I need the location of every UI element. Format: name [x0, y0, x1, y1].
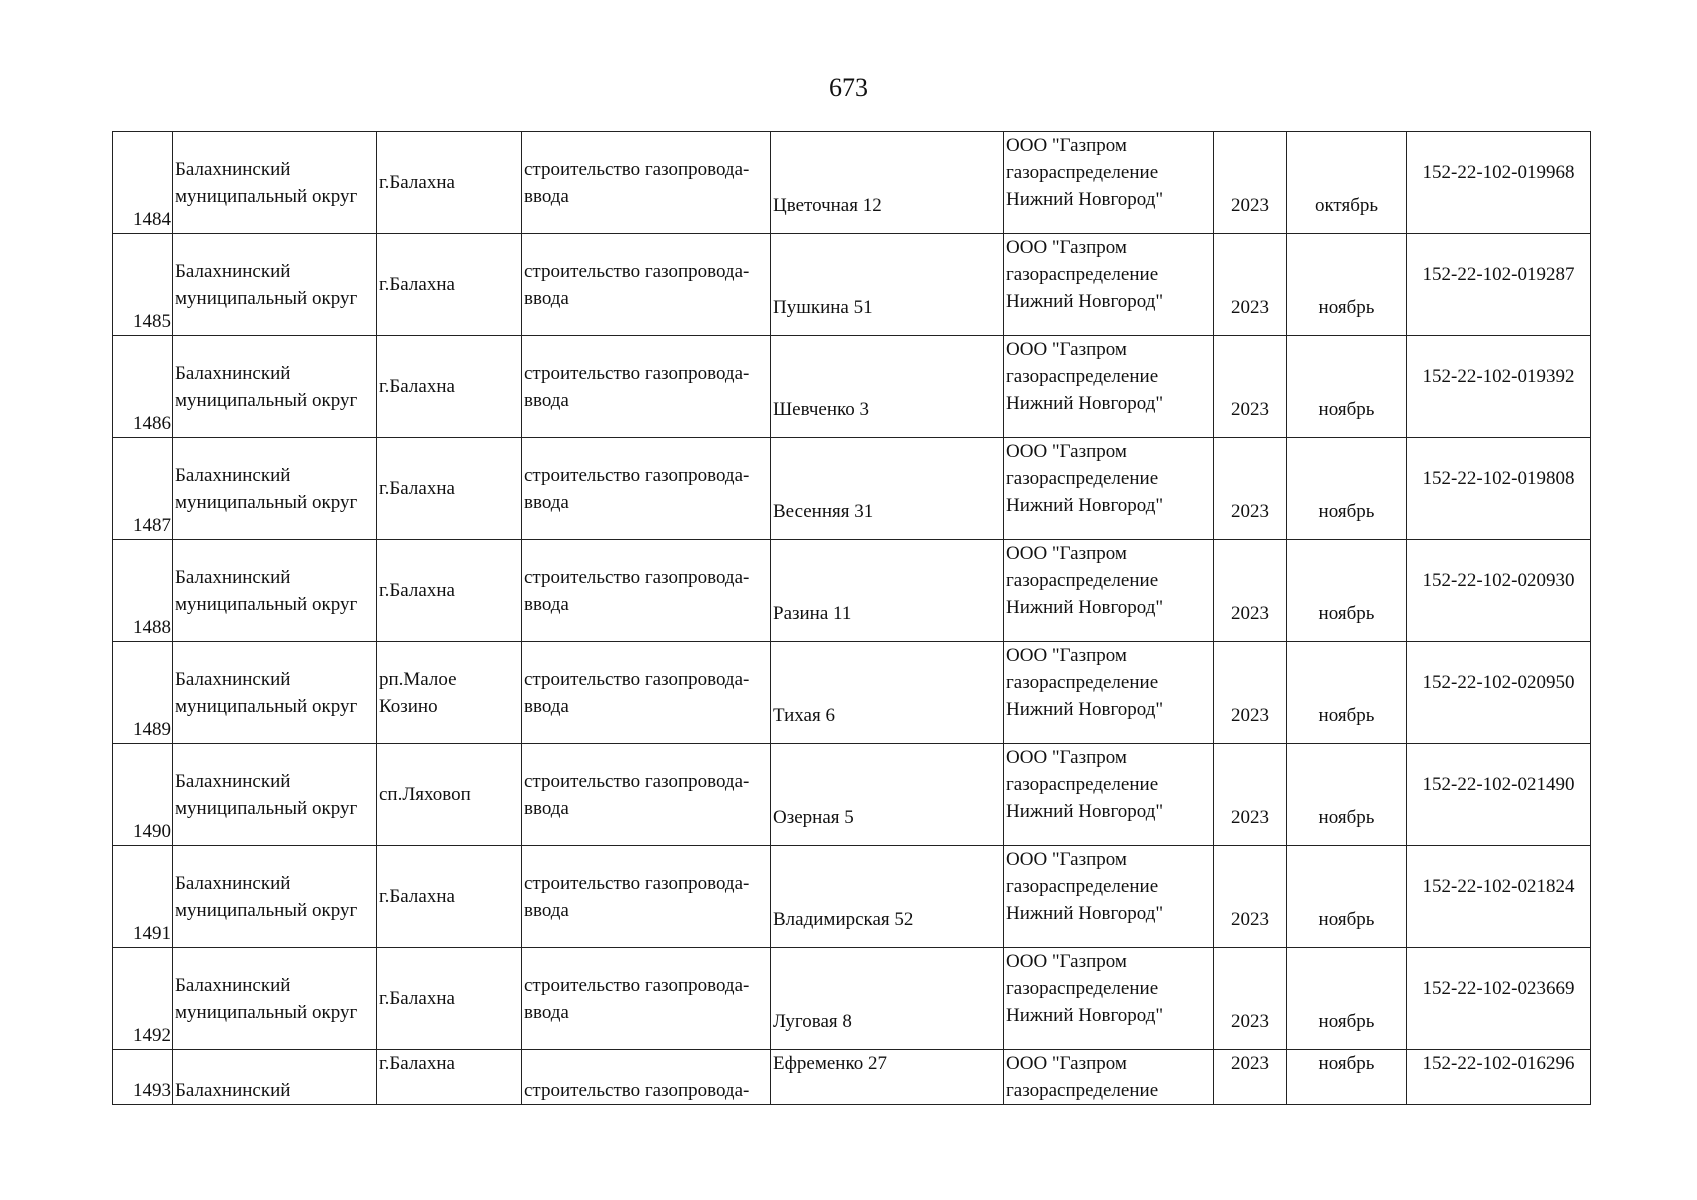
work-type-cell [522, 336, 771, 438]
table-row [113, 948, 1591, 1050]
locality-line: Козино [379, 695, 438, 717]
table-row [113, 234, 1591, 336]
district-line: муниципальный округ [175, 797, 358, 819]
organization-line: ООО "Газпром [1006, 543, 1127, 564]
district-cell [173, 846, 377, 948]
work-type-line: ввода [524, 899, 569, 921]
organization-line: ООО "Газпром [1006, 747, 1127, 768]
table-row [113, 336, 1591, 438]
work-type-cell [522, 744, 771, 846]
work-type-cell [522, 846, 771, 948]
locality-line: г.Балахна [379, 1053, 455, 1074]
district-line: муниципальный округ [175, 491, 358, 513]
locality-line: г.Балахна [379, 172, 455, 193]
table-row [113, 642, 1591, 744]
organization-line: Нижний Новгород" [1006, 189, 1164, 210]
organization-line: газораспределение [1006, 672, 1159, 693]
organization-line: газораспределение [1006, 774, 1159, 795]
year-cell: 2023 [1214, 846, 1287, 948]
district-line: Балахнинский [175, 668, 291, 690]
table-row [113, 744, 1591, 846]
organization-line: газораспределение [1006, 570, 1159, 591]
organization-line: ООО "Газпром [1006, 441, 1127, 462]
district-line: Балахнинский [175, 566, 291, 588]
locality-cell [377, 948, 522, 1050]
registry-code-cell: 152-22-102-021824 [1407, 846, 1591, 948]
work-type-line: строительство газопровода- [524, 362, 750, 384]
organization-line: Нижний Новгород" [1006, 801, 1164, 822]
district-cell [173, 540, 377, 642]
district-line: Балахнинский [175, 770, 291, 792]
organization-line: газораспределение [1006, 468, 1159, 489]
organization-line: Нижний Новгород" [1006, 1005, 1164, 1026]
district-line: муниципальный округ [175, 593, 358, 615]
organization-line: ООО "Газпром [1006, 135, 1127, 156]
work-type-line: ввода [524, 695, 569, 717]
address-cell: Владимирская 52 [771, 846, 1004, 948]
year-cell: 2023 [1214, 438, 1287, 540]
registry-code-cell: 152-22-102-019392 [1407, 336, 1591, 438]
organization-line: Нижний Новгород" [1006, 291, 1164, 312]
locality-line: г.Балахна [379, 274, 455, 295]
work-type-line: ввода [524, 185, 569, 207]
locality-line: сп.Ляховоп [379, 784, 471, 805]
work-type-cell [522, 948, 771, 1050]
district-cell [173, 336, 377, 438]
district-cell [173, 132, 377, 234]
organization-cell [1004, 846, 1214, 948]
organization-line: ООО "Газпром [1006, 645, 1127, 666]
work-type-cell [522, 234, 771, 336]
table-row [113, 846, 1591, 948]
locality-cell [377, 438, 522, 540]
organization-cell [1004, 540, 1214, 642]
address-cell: Луговая 8 [771, 948, 1004, 1050]
organization-line: газораспределение [1006, 978, 1159, 999]
district-cell [173, 642, 377, 744]
month-cell: ноябрь [1287, 846, 1407, 948]
locality-line: рп.Малое [379, 668, 457, 690]
organization-line: Нижний Новгород" [1006, 903, 1164, 924]
row-number-cell: 1484 [113, 132, 173, 234]
work-type-cell [522, 438, 771, 540]
district-cell [173, 234, 377, 336]
organization-cell [1004, 132, 1214, 234]
locality-line: г.Балахна [379, 886, 455, 907]
month-cell: ноябрь [1287, 642, 1407, 744]
work-type-cell [522, 642, 771, 744]
month-cell: ноябрь [1287, 744, 1407, 846]
registry-code-cell: 152-22-102-023669 [1407, 948, 1591, 1050]
address-cell: Ефременко 27 [771, 1050, 1004, 1105]
gas-works-table-container [112, 131, 1590, 1104]
district-cell [173, 1050, 377, 1105]
address-cell: Весенняя 31 [771, 438, 1004, 540]
year-cell: 2023 [1214, 540, 1287, 642]
district-line: Балахнинский [175, 158, 291, 180]
district-cell [173, 744, 377, 846]
work-type-cell [522, 540, 771, 642]
organization-line: ООО "Газпром [1006, 339, 1127, 360]
registry-code-cell: 152-22-102-019968 [1407, 132, 1591, 234]
row-number-cell: 1493 [113, 1050, 173, 1105]
district-line: Балахнинский [175, 362, 291, 384]
address-cell: Шевченко 3 [771, 336, 1004, 438]
locality-cell [377, 744, 522, 846]
locality-cell [377, 132, 522, 234]
district-line: Балахнинский [175, 872, 291, 894]
work-type-line: строительство газопровода- [524, 770, 750, 792]
organization-line: ООО "Газпром [1006, 951, 1127, 972]
registry-code-cell: 152-22-102-016296 [1407, 1050, 1591, 1105]
district-line: муниципальный округ [175, 287, 358, 309]
organization-cell [1004, 234, 1214, 336]
month-cell: октябрь [1287, 132, 1407, 234]
work-type-line: строительство газопровода- [524, 1080, 750, 1101]
locality-line: г.Балахна [379, 988, 455, 1009]
organization-line: Нижний Новгород" [1006, 597, 1164, 618]
work-type-line: строительство газопровода- [524, 566, 750, 588]
row-number-cell: 1489 [113, 642, 173, 744]
work-type-line: ввода [524, 593, 569, 615]
registry-code-cell: 152-22-102-021490 [1407, 744, 1591, 846]
month-cell: ноябрь [1287, 948, 1407, 1050]
row-number-cell: 1485 [113, 234, 173, 336]
work-type-line: ввода [524, 491, 569, 513]
district-line: муниципальный округ [175, 185, 358, 207]
locality-cell [377, 846, 522, 948]
row-number-cell: 1491 [113, 846, 173, 948]
row-number-cell: 1487 [113, 438, 173, 540]
organization-line: газораспределение [1006, 162, 1159, 183]
row-number-cell: 1492 [113, 948, 173, 1050]
organization-cell [1004, 1050, 1214, 1105]
district-line: муниципальный округ [175, 899, 358, 921]
locality-line: г.Балахна [379, 580, 455, 601]
work-type-cell [522, 1050, 771, 1105]
locality-cell [377, 234, 522, 336]
work-type-line: ввода [524, 1001, 569, 1023]
organization-line: газораспределение [1006, 876, 1159, 897]
year-cell: 2023 [1214, 1050, 1287, 1105]
organization-cell [1004, 642, 1214, 744]
district-line: Балахнинский [175, 464, 291, 486]
organization-cell [1004, 744, 1214, 846]
address-cell: Пушкина 51 [771, 234, 1004, 336]
locality-cell [377, 642, 522, 744]
district-line: Балахнинский [175, 974, 291, 996]
address-cell: Цветочная 12 [771, 132, 1004, 234]
table-row [113, 1050, 1591, 1105]
year-cell: 2023 [1214, 336, 1287, 438]
address-cell: Озерная 5 [771, 744, 1004, 846]
locality-line: г.Балахна [379, 478, 455, 499]
row-number-cell: 1490 [113, 744, 173, 846]
organization-line: Нижний Новгород" [1006, 393, 1164, 414]
district-line: Балахнинский [175, 260, 291, 282]
organization-line: ООО "Газпром [1006, 849, 1127, 870]
work-type-line: строительство газопровода- [524, 668, 750, 690]
year-cell: 2023 [1214, 948, 1287, 1050]
work-type-line: строительство газопровода- [524, 974, 750, 996]
address-cell: Тихая 6 [771, 642, 1004, 744]
organization-line: газораспределение [1006, 264, 1159, 285]
locality-line: г.Балахна [379, 376, 455, 397]
month-cell: ноябрь [1287, 438, 1407, 540]
work-type-line: ввода [524, 287, 569, 309]
work-type-line: строительство газопровода- [524, 872, 750, 894]
year-cell: 2023 [1214, 744, 1287, 846]
work-type-line: строительство газопровода- [524, 464, 750, 486]
work-type-line: строительство газопровода- [524, 260, 750, 282]
month-cell: ноябрь [1287, 1050, 1407, 1105]
address-cell: Разина 11 [771, 540, 1004, 642]
district-line: Балахнинский [175, 1080, 291, 1101]
registry-code-cell: 152-22-102-019808 [1407, 438, 1591, 540]
organization-line: газораспределение [1006, 366, 1159, 387]
organization-line: ООО "Газпром [1006, 1053, 1127, 1074]
table-row [113, 132, 1591, 234]
work-type-line: строительство газопровода- [524, 158, 750, 180]
table-row [113, 438, 1591, 540]
gas-works-table [112, 131, 1591, 1105]
locality-cell [377, 1050, 522, 1105]
table-body [113, 132, 1591, 1105]
year-cell: 2023 [1214, 132, 1287, 234]
year-cell: 2023 [1214, 642, 1287, 744]
district-cell [173, 438, 377, 540]
organization-line: газораспределение [1006, 1080, 1159, 1101]
row-number-cell: 1488 [113, 540, 173, 642]
year-cell: 2023 [1214, 234, 1287, 336]
organization-line: Нижний Новгород" [1006, 699, 1164, 720]
work-type-line: ввода [524, 797, 569, 819]
month-cell: ноябрь [1287, 540, 1407, 642]
district-cell [173, 948, 377, 1050]
month-cell: ноябрь [1287, 234, 1407, 336]
registry-code-cell: 152-22-102-019287 [1407, 234, 1591, 336]
locality-cell [377, 336, 522, 438]
organization-line: Нижний Новгород" [1006, 495, 1164, 516]
month-cell: ноябрь [1287, 336, 1407, 438]
registry-code-cell: 152-22-102-020930 [1407, 540, 1591, 642]
page-number: 673 [829, 73, 868, 102]
locality-cell [377, 540, 522, 642]
organization-cell [1004, 336, 1214, 438]
work-type-cell [522, 132, 771, 234]
district-line: муниципальный округ [175, 695, 358, 717]
table-row [113, 540, 1591, 642]
organization-line: ООО "Газпром [1006, 237, 1127, 258]
work-type-line: ввода [524, 389, 569, 411]
organization-cell [1004, 438, 1214, 540]
registry-code-cell: 152-22-102-020950 [1407, 642, 1591, 744]
district-line: муниципальный округ [175, 389, 358, 411]
row-number-cell: 1486 [113, 336, 173, 438]
organization-cell [1004, 948, 1214, 1050]
district-line: муниципальный округ [175, 1001, 358, 1023]
